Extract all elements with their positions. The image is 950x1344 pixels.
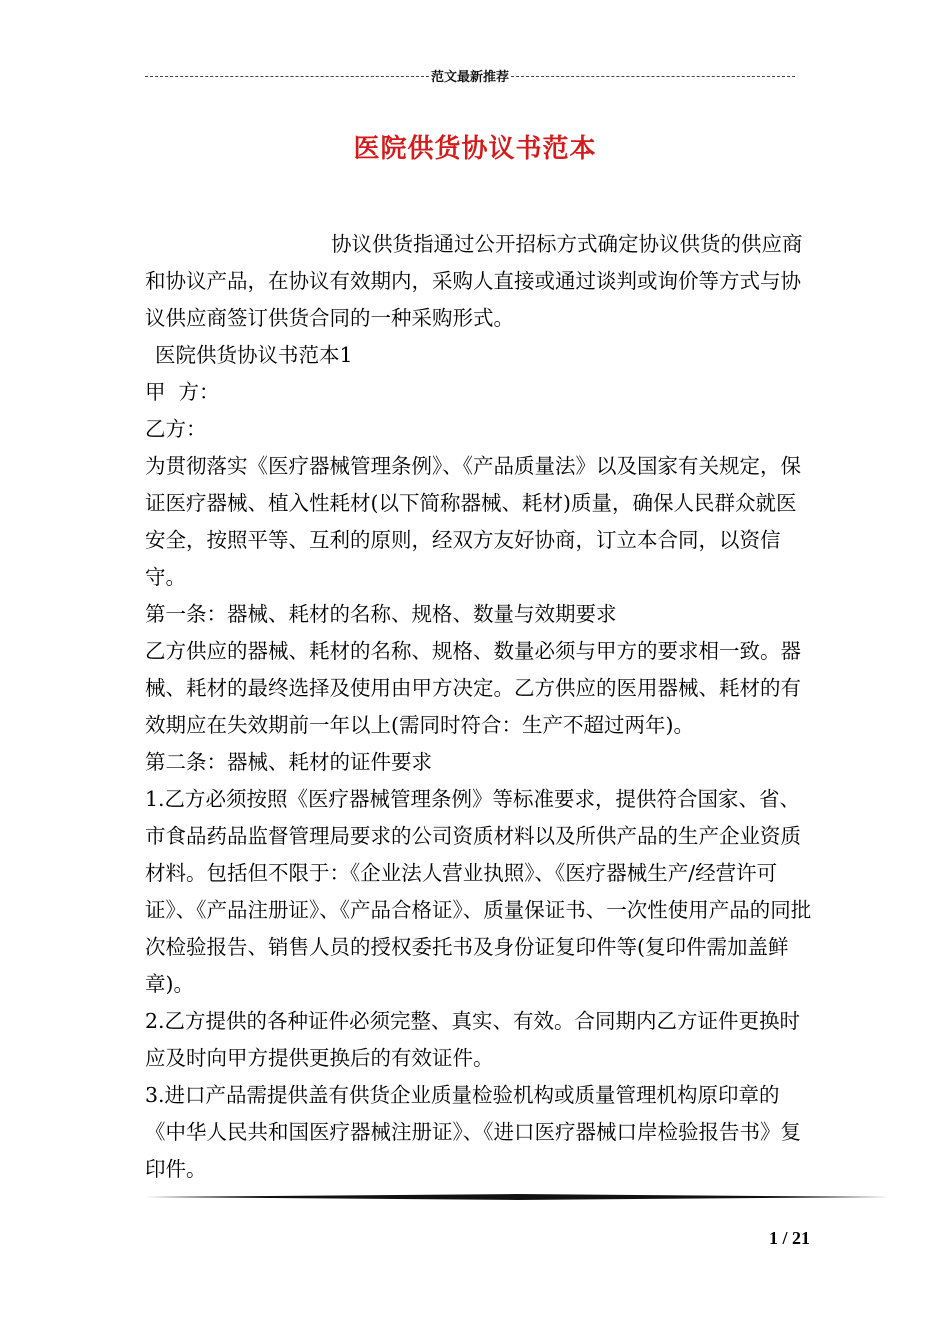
article-2-item-3: 3.进口产品需提供盖有供货企业质量检验机构或质量管理机构原印章的《中华人民共和国医疗器械注册证》、《进口医疗器械口岸检验报告书》复印件。 — [145, 1083, 801, 1181]
page-header — [145, 66, 795, 85]
page-number: 1 / 21 — [768, 1228, 810, 1248]
header-dash-left — [145, 76, 429, 77]
section-heading: 医院供货协议书范本1 — [155, 343, 353, 367]
document-body — [145, 226, 815, 1188]
intro-paragraph: 协议供货指通过公开招标方式确定协议供货的供应商和协议产品，在协议有效期内，采购人直接或通过谈判或询价等方式与协议供应商签订供货合同的一种采购形式。 — [145, 232, 803, 330]
article-1-heading: 第一条：器械、耗材的名称、规格、数量与效期要求 — [145, 602, 617, 626]
article-1-paragraph: 乙方供应的器械、耗材的名称、规格、数量必须与甲方的要求相一致。器械、耗材的最终选择及使用由甲方决定。乙方供应的医用器械、耗材的有效期应在失效期前一年以上(需同时符合：生产不超过两年)。 — [145, 639, 801, 737]
header-dash-right — [511, 76, 795, 77]
article-2-heading: 第二条：器械、耗材的证件要求 — [145, 750, 432, 774]
party-b-line: 乙方： — [145, 417, 207, 441]
article-2-item-2: 2.乙方提供的各种证件必须完整、真实、有效。合同期内乙方证件更换时应及时向甲方提供更换后的有效证件。 — [145, 1009, 801, 1070]
article-2-item-1: 1.乙方必须按照《医疗器械管理条例》等标准要求，提供符合国家、省、市食品药品监督管理局要求的公司资质材料以及所供产品的生产企业资质材料。包括但不限于：《企业法人营业执照》、《医疗器械生产/经营许可证》、《产品注册证》、《产品合格证》、质量保证书、一次性使用产品的同批次检验报告、销售人员的授权委托书及身份证复印件等(复印件需加盖鲜章)。 — [145, 787, 812, 996]
document-title: 医院供货协议书范本 — [353, 134, 597, 164]
header-label: 范文最新推荐 — [431, 70, 510, 85]
preamble-paragraph: 为贯彻落实《医疗器械管理条例》、《产品质量法》以及国家有关规定，保证医疗器械、植入性耗材(以下简称器械、耗材)质量，确保人民群众就医安全，按照平等、互利的原则，经双方友好协商，订立本合同，以资信守。 — [145, 454, 801, 589]
footer-rule — [145, 1194, 890, 1200]
party-a-line: 甲 方： — [145, 380, 220, 404]
